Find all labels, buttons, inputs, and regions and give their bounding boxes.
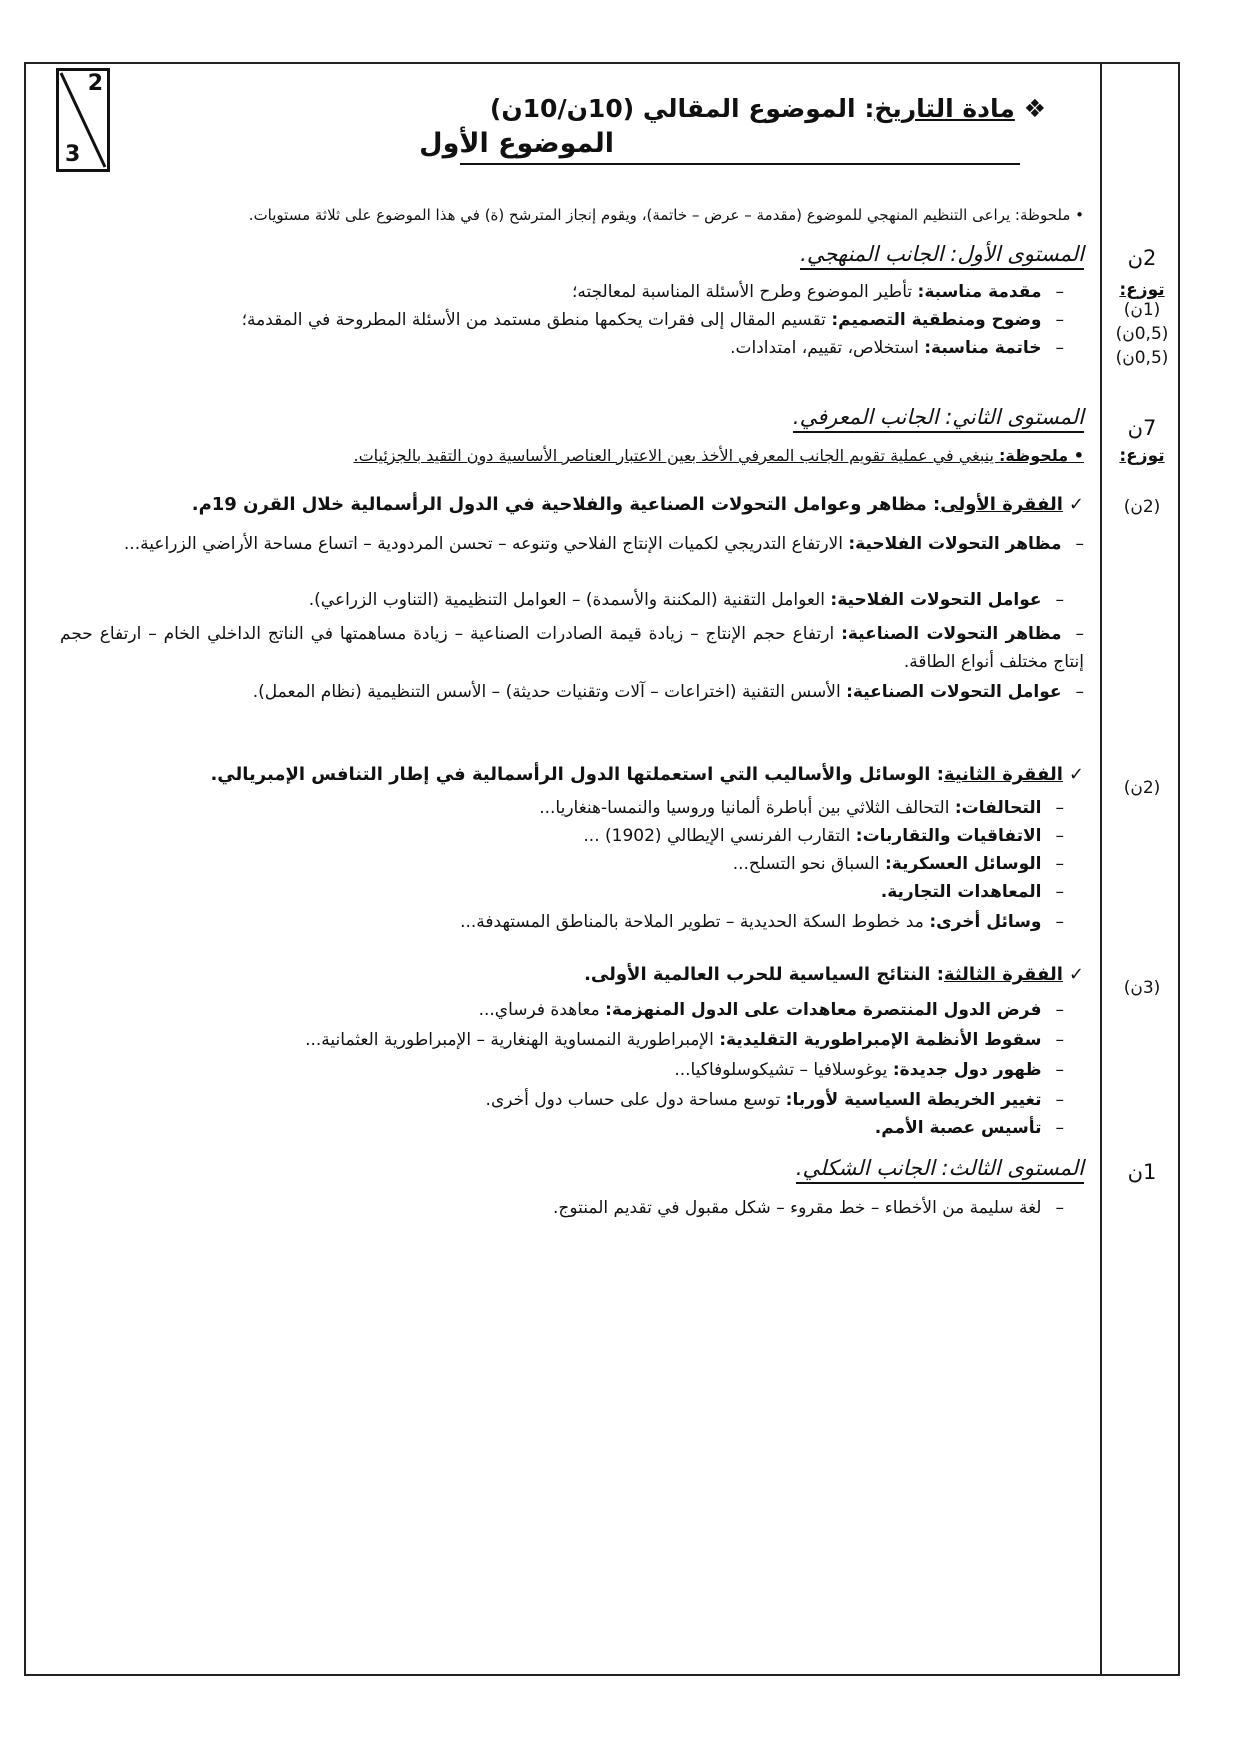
list-item: –التحالفات: التحالف الثلاثي بين أباطرة ألمانيا وروسيا والنمسا-هنغاريا... xyxy=(539,798,1064,818)
subject-label: مادة التاريخ xyxy=(874,94,1015,123)
list-item: –تغيير الخريطة السياسية لأوربا: توسع مساحة دول على حساب دول أخرى. xyxy=(485,1090,1064,1110)
title-underline xyxy=(460,163,1020,165)
level2-score: 7ن xyxy=(1127,416,1157,440)
list-item: –عوامل التحولات الصناعية: الأسس التقنية (اختراعات – آلات وتقنيات حديثة) – الأسس التنظيمية (نظام المعمل). xyxy=(252,682,1084,702)
list-item: –المعاهدات التجارية. xyxy=(880,882,1064,902)
list-item: –وسائل أخرى: مد خطوط السكة الحديدية – تطوير الملاحة بالمناطق المستهدفة... xyxy=(460,912,1064,932)
list-item: –مظاهر التحولات الصناعية: ارتفاع حجم الإنتاج – زيادة قيمة الصادرات الصناعية – زيادة مساهمتها في الناتج الداخلي الخام – ارتفاع حجم إنتاج مختلف أنواع الطاقة. xyxy=(60,624,1084,672)
para2-score: (2ن) xyxy=(1123,778,1161,798)
list-item: –مقدمة مناسبة: تأطير الموضوع وطرح الأسئلة المناسبة لمعالجته؛ xyxy=(571,282,1064,302)
level1-dist-3: (0,5ن) xyxy=(1115,348,1169,368)
page-number: 2 xyxy=(87,71,103,96)
list-item: –فرض الدول المنتصرة معاهدات على الدول المنهزمة: معاهدة فرساي... xyxy=(478,1000,1064,1020)
level1-dist-label: توزع: xyxy=(1119,280,1165,300)
score-column-divider xyxy=(1100,62,1102,1676)
para2-heading: ✓الفقرة الثانية: الوسائل والأساليب التي استعملتها الدول الرأسمالية في إطار التنافس الإمبريالي. xyxy=(210,764,1084,785)
level3-title: المستوى الثالث: الجانب الشكلي. xyxy=(796,1156,1084,1184)
general-note: • ملحوظة: يراعى التنظيم المنهجي للموضوع (مقدمة – عرض – خاتمة)، ويقوم إنجاز المترشح (ة) في هذا الموضوع على ثلاثة مستويات. xyxy=(248,206,1084,224)
check-icon: ✓ xyxy=(1068,764,1084,785)
list-item: –مظاهر التحولات الفلاحية: الارتفاع التدريجي لكميات الإنتاج الفلاحي وتنوعه – تحسن المردودية – اتساع مساحة الأراضي الزراعية... xyxy=(123,534,1084,554)
para1-heading: ✓الفقرة الأولى: مظاهر وعوامل التحولات الصناعية والفلاحية في الدول الرأسمالية خلال القرن 19م. xyxy=(191,494,1084,515)
page-number-box xyxy=(56,68,110,172)
total-pages: 3 xyxy=(65,142,81,167)
para3-score: (3ن) xyxy=(1123,978,1161,998)
level1-score: 2ن xyxy=(1127,246,1157,270)
level2-dist-label: توزع: xyxy=(1119,446,1165,466)
list-item: –الوسائل العسكرية: السباق نحو التسلح... xyxy=(732,854,1064,874)
level2-title: المستوى الثاني: الجانب المعرفي. xyxy=(793,405,1084,433)
subject-heading xyxy=(490,94,1046,123)
level3-score: 1ن xyxy=(1127,1160,1157,1184)
list-item: –تأسيس عصبة الأمم. xyxy=(874,1118,1064,1138)
subject-rest: : الموضوع المقالي (10ن/10ن) xyxy=(489,94,875,123)
para1-score: (2ن) xyxy=(1123,497,1161,517)
list-item: –لغة سليمة من الأخطاء – خط مقروء – شكل مقبول في تقديم المنتوج. xyxy=(552,1198,1064,1218)
list-item: –عوامل التحولات الفلاحية: العوامل التقنية (المكننة والأسمدة) – العوامل التنظيمية (التناوب الزراعي). xyxy=(308,590,1064,610)
topic-title: الموضوع الأول xyxy=(419,128,614,159)
level1-heading xyxy=(800,242,1084,266)
list-item: –الاتفاقيات والتقاربات: التقارب الفرنسي الإيطالي (1902) ... xyxy=(583,826,1064,846)
level1-dist-2: (0,5ن) xyxy=(1115,324,1169,344)
level2-note: • ملحوظة: ينبغي في عملية تقويم الجانب المعرفي الأخذ بعين الاعتبار العناصر الأساسية دون التقيد بالجزئيات. xyxy=(353,446,1084,465)
level2-heading xyxy=(793,405,1084,429)
list-item: –خاتمة مناسبة: استخلاص، تقييم، امتدادات. xyxy=(730,338,1064,358)
check-icon: ✓ xyxy=(1068,964,1084,985)
bullet-icon: ❖ xyxy=(1023,94,1046,123)
level1-title: المستوى الأول: الجانب المنهجي. xyxy=(800,242,1084,270)
check-icon: ✓ xyxy=(1068,494,1084,515)
level3-heading xyxy=(796,1156,1084,1180)
list-item: –ظهور دول جديدة: يوغوسلافيا – تشيكوسلوفاكيا... xyxy=(674,1060,1064,1080)
list-item: –سقوط الأنظمة الإمبراطورية التقليدية: الإمبراطورية النمساوية الهنغارية – الإمبراطورية العثمانية... xyxy=(305,1030,1064,1050)
list-item: –وضوح ومنطقية التصميم: تقسيم المقال إلى فقرات يحكمها منطق مستمد من الأسئلة المطروحة في المقدمة؛ xyxy=(241,310,1064,330)
level1-dist-1: (1ن) xyxy=(1123,300,1161,320)
para3-heading: ✓الفقرة الثالثة: النتائج السياسية للحرب العالمية الأولى. xyxy=(584,964,1084,985)
